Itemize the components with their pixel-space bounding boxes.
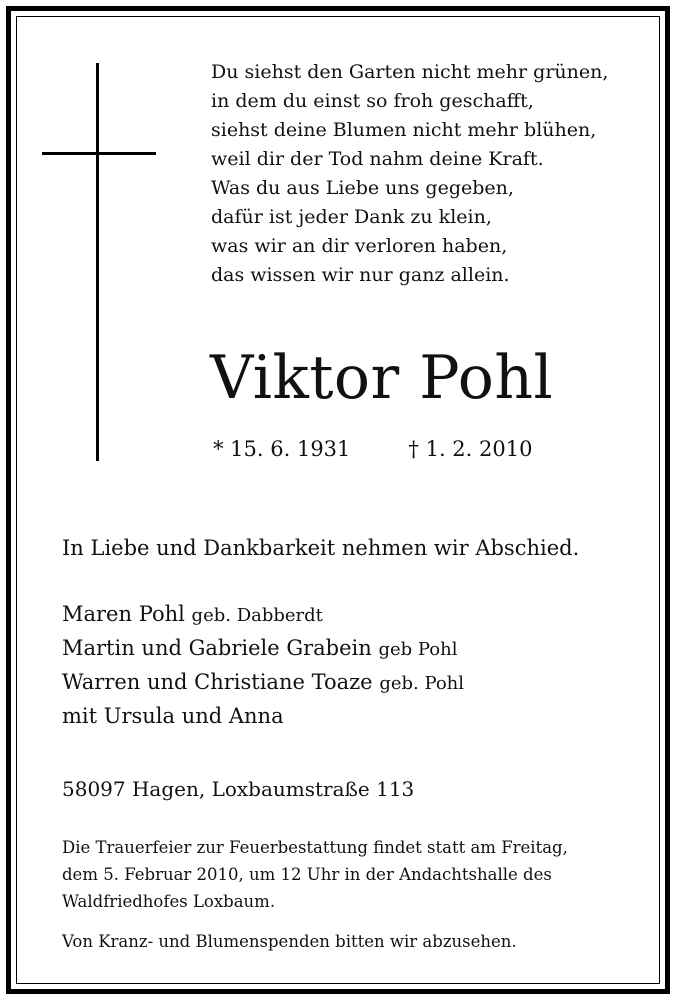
poem-line: Du siehst den Garten nicht mehr grünen, xyxy=(211,61,609,83)
flowers-note: Von Kranz- und Blumenspenden bitten wir abzusehen. xyxy=(62,932,517,951)
poem-line: in dem du einst so froh geschafft, xyxy=(211,90,534,112)
address: 58097 Hagen, Loxbaumstraße 113 xyxy=(62,777,415,801)
death-date: † 1. 2. 2010 xyxy=(408,437,533,461)
family-member-suffix: geb Pohl xyxy=(378,639,458,660)
family-member xyxy=(62,598,464,632)
family-member xyxy=(62,632,464,666)
poem-line: dafür ist jeder Dank zu klein, xyxy=(211,206,492,228)
cross-horizontal-bar xyxy=(42,152,156,155)
service-line: Die Trauerfeier zur Feuerbestattung findet statt am Freitag, xyxy=(62,838,568,857)
family-member-suffix: geb. Dabberdt xyxy=(191,605,323,626)
family-member-name: mit Ursula und Anna xyxy=(62,704,284,728)
family-member xyxy=(62,700,464,734)
poem-line: siehst deine Blumen nicht mehr blühen, xyxy=(211,119,597,141)
service-info xyxy=(62,834,632,915)
birth-date: * 15. 6. 1931 xyxy=(213,437,351,461)
family-member-name: Martin und Gabriele Grabein xyxy=(62,636,372,660)
service-line: Waldfriedhofes Loxbaum. xyxy=(62,892,276,911)
poem-line: weil dir der Tod nahm deine Kraft. xyxy=(211,148,544,170)
family-list xyxy=(62,598,464,734)
poem-line: was wir an dir verloren haben, xyxy=(211,235,508,257)
poem xyxy=(211,58,631,290)
family-member-suffix: geb. Pohl xyxy=(379,673,465,694)
service-line: dem 5. Februar 2010, um 12 Uhr in der Andachtshalle des xyxy=(62,865,552,884)
family-member-name: Warren und Christiane Toaze xyxy=(62,670,373,694)
family-member xyxy=(62,666,464,700)
poem-line: Was du aus Liebe uns gegeben, xyxy=(211,177,514,199)
deceased-name: Viktor Pohl xyxy=(210,343,554,413)
cross-vertical-bar xyxy=(96,63,99,461)
family-member-name: Maren Pohl xyxy=(62,602,185,626)
poem-line: das wissen wir nur ganz allein. xyxy=(211,264,510,286)
life-dates xyxy=(213,434,532,464)
farewell-text: In Liebe und Dankbarkeit nehmen wir Abschied. xyxy=(62,536,580,560)
